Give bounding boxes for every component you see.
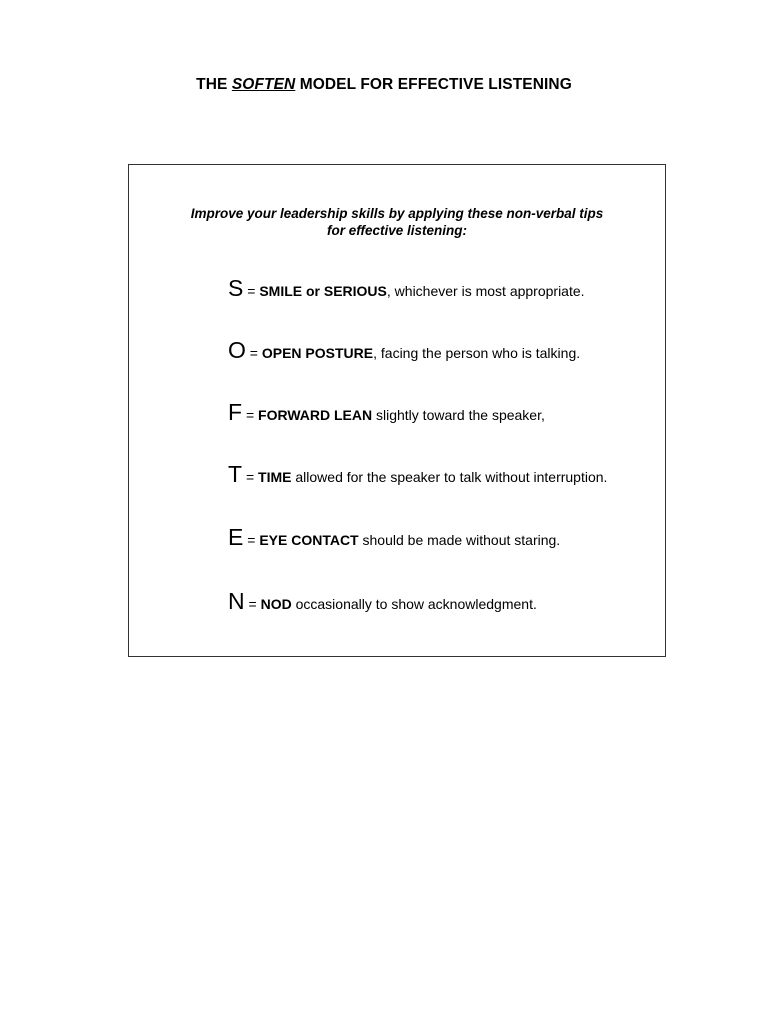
title-emphasis: SOFTEN <box>231 76 296 93</box>
list-item-time <box>228 461 658 488</box>
item-equals: = <box>242 469 259 485</box>
item-equals: = <box>245 345 262 361</box>
item-key: NOD <box>260 596 292 612</box>
item-letter: N <box>228 588 245 614</box>
item-key: SMILE or SERIOUS <box>259 283 387 299</box>
item-key: TIME <box>258 469 292 485</box>
item-description: slightly toward the speaker, <box>372 407 545 423</box>
item-equals: = <box>243 532 260 548</box>
item-equals: = <box>242 407 259 423</box>
item-description: occasionally to show acknowledgment. <box>291 596 537 612</box>
page-title <box>0 76 768 94</box>
item-description: , facing the person who is talking. <box>373 345 581 361</box>
item-letter: S <box>228 275 244 301</box>
intro-line-1: Improve your leadership skills by applying these non-verbal tips <box>190 206 604 221</box>
intro-text <box>128 205 666 239</box>
list-item-forward-lean <box>228 399 658 426</box>
item-description: , whichever is most appropriate. <box>386 283 585 299</box>
list-item-nod <box>228 588 658 615</box>
item-letter: F <box>228 399 243 425</box>
title-suffix: MODEL FOR EFFECTIVE LISTENING <box>295 76 572 93</box>
title-prefix: THE <box>196 76 232 93</box>
list-item-smile <box>228 275 658 302</box>
item-equals: = <box>244 596 261 612</box>
item-key: EYE CONTACT <box>259 532 359 548</box>
intro-line-2: for effective listening: <box>326 223 468 238</box>
item-equals: = <box>243 283 260 299</box>
item-description: allowed for the speaker to talk without interruption. <box>291 469 608 485</box>
list-item-open-posture <box>228 337 658 364</box>
item-letter: O <box>228 337 246 363</box>
item-key: FORWARD LEAN <box>258 407 373 423</box>
list-item-eye-contact <box>228 524 658 551</box>
item-letter: T <box>228 461 243 487</box>
item-letter: E <box>228 524 244 550</box>
item-key: OPEN POSTURE <box>261 345 374 361</box>
item-description: should be made without staring. <box>358 532 561 548</box>
